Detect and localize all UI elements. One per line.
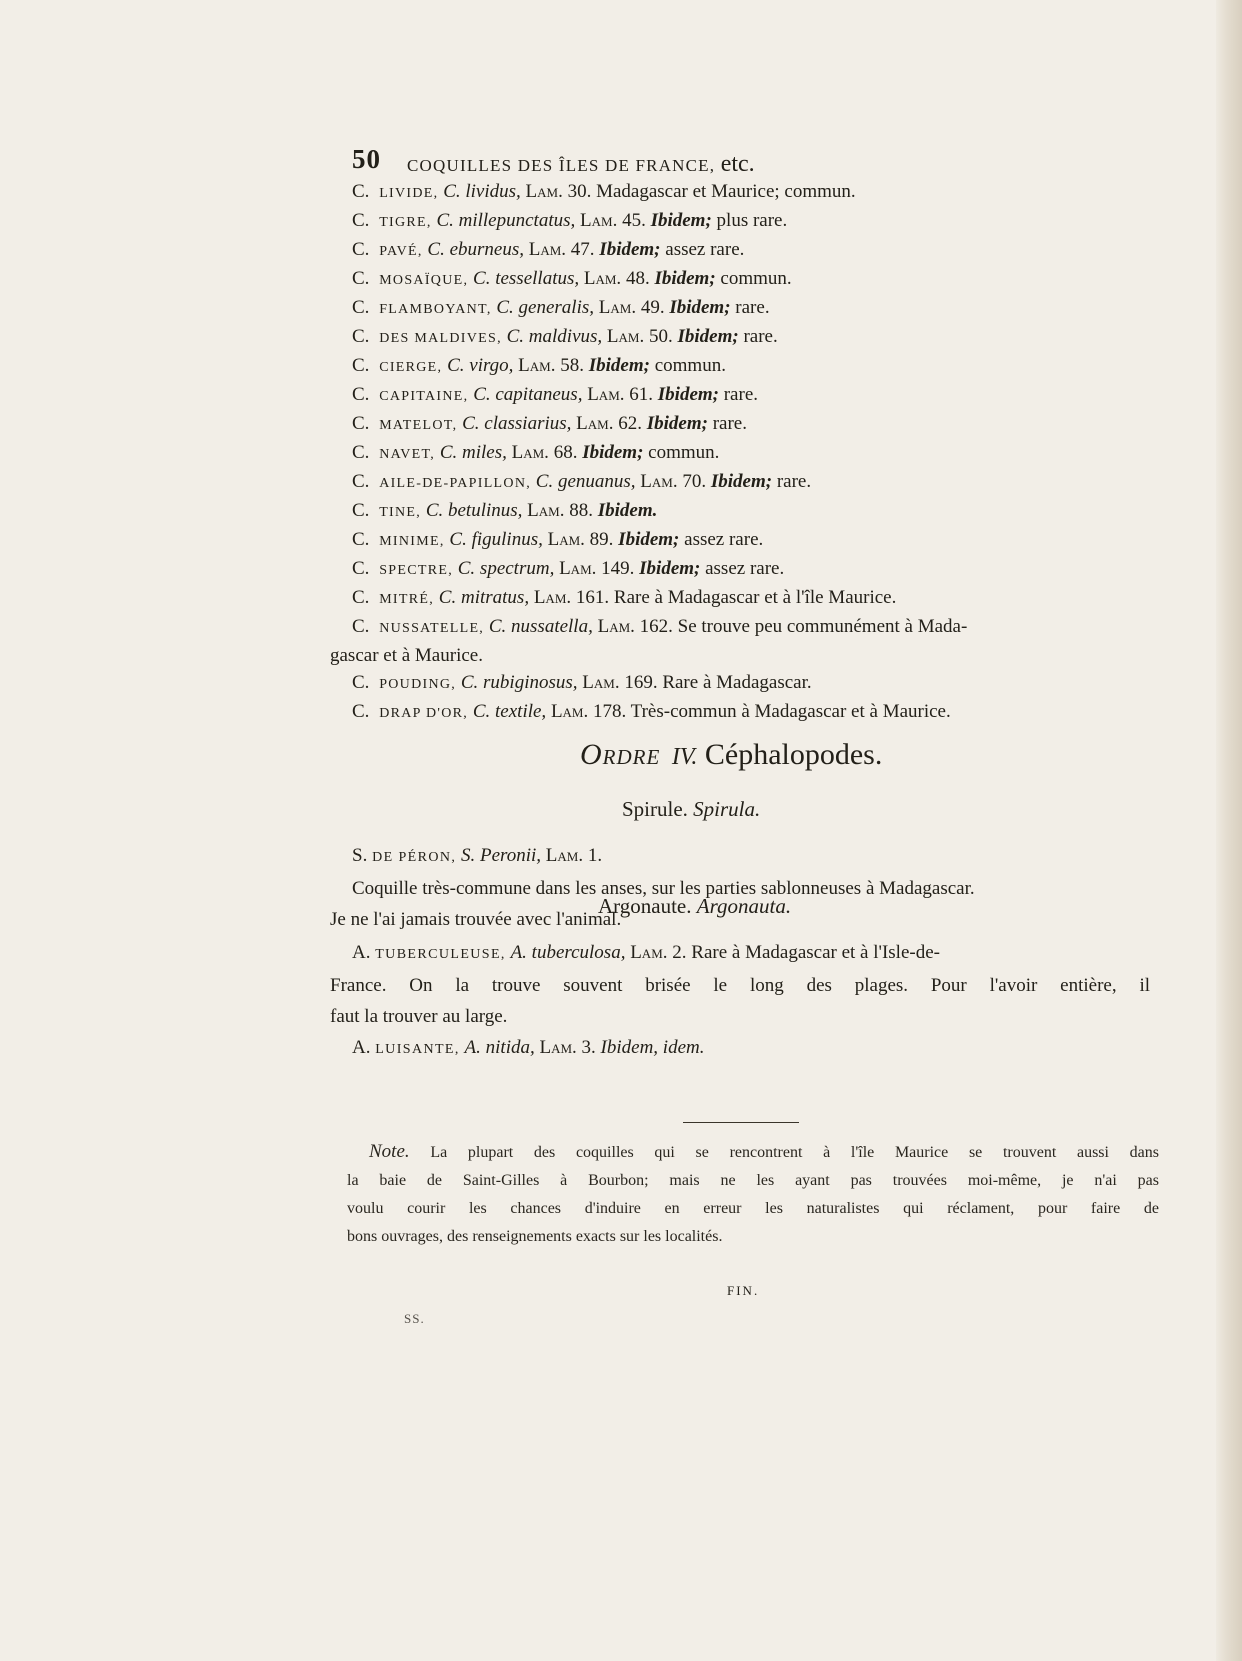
species-french-name: FLAMBOYANT, [379, 302, 492, 317]
species-entry [352, 265, 1152, 294]
species-genus: C. [352, 239, 370, 260]
species-entry [352, 410, 1152, 439]
species-latin-name: A. nitida, [464, 1037, 535, 1058]
species-ibidem: Ibidem, idem. [600, 1037, 705, 1058]
species-author: Lam. [606, 326, 645, 347]
argonauta-heading [598, 894, 791, 919]
argonauta-a-line-3: faut la trouver au large. [330, 1006, 508, 1027]
species-ibidem: Ibidem. [597, 500, 658, 521]
species-latin-name: C. textile, [472, 701, 547, 722]
species-number: 89. [589, 529, 614, 550]
species-author: Lam. [550, 701, 589, 722]
species-latin-name: C. eburneus, [427, 239, 524, 260]
species-genus: C. [352, 471, 370, 492]
species-remark: commun. [720, 268, 792, 289]
species-number: 58. [560, 355, 584, 376]
species-genus: C. [352, 672, 370, 693]
species-genus: C. [352, 326, 370, 347]
running-head-etc: etc. [720, 151, 755, 177]
note-line-2: la baie de Saint-Gilles à Bourbon; mais ne les ayant pas trouvées moi-même, je n'ai pas [347, 1172, 1159, 1189]
species-remark: rare. [712, 413, 747, 434]
species-remark: Madagascar et Maurice; commun. [596, 181, 856, 202]
species-ibidem: Ibidem; [588, 355, 650, 376]
species-number: 30. [567, 181, 592, 202]
species-author: Lam. [527, 500, 565, 521]
page-edge [1216, 0, 1242, 1661]
species-ibidem: Ibidem; [618, 529, 680, 550]
species-genus: C. [352, 587, 370, 608]
printer-signature: SS. [404, 1311, 425, 1326]
species-ibidem: Ibidem; [669, 297, 731, 318]
spirula-heading-fr: Spirule. [622, 797, 688, 821]
species-remark: rare. [743, 326, 778, 347]
species-genus: S. [352, 845, 368, 866]
running-head [407, 151, 755, 178]
species-author: Lam. [518, 355, 556, 376]
spirula-species-line [330, 840, 1170, 873]
species-latin-name: C. nussatella, [488, 616, 593, 637]
note-line-4: bons ouvrages, des renseignements exacts sur les localités. [347, 1228, 723, 1245]
species-author: Lam. [576, 413, 614, 434]
species-french-name: MOSAÏQUE, [379, 273, 469, 288]
species-genus: C. [352, 500, 370, 521]
species-author: Lam. [528, 239, 567, 260]
species-remark: Rare à Madagascar et à l'île Maurice. [613, 587, 897, 608]
species-remark: commun. [648, 442, 720, 463]
species-genus: C. [352, 413, 370, 434]
species-entry [352, 526, 1152, 555]
species-remark: Rare à Madagascar. [662, 672, 812, 693]
species-number: 3. [581, 1037, 596, 1058]
species-number: 161. [575, 587, 610, 608]
species-latin-name: C. millepunctatus, [436, 210, 576, 231]
species-french-name: LIVIDE, [379, 186, 439, 201]
species-author: Lam. [640, 471, 678, 492]
species-entry [352, 294, 1152, 323]
species-remark: plus rare. [716, 210, 788, 231]
species-ibidem: Ibidem; [677, 326, 739, 347]
species-number: 149. [601, 558, 635, 579]
species-latin-name: C. genuanus, [535, 471, 636, 492]
species-ibidem: Ibidem; [710, 471, 773, 492]
species-entry-continuation: gascar et à Maurice. [330, 645, 483, 666]
species-french-name: TINE, [379, 505, 422, 520]
species-french-name: DRAP D'OR, [379, 706, 469, 721]
species-latin-name: C. classiarius, [462, 413, 572, 434]
species-entry [352, 698, 1152, 727]
species-ibidem: Ibidem; [639, 558, 701, 579]
species-french-name: NAVET, [379, 447, 436, 462]
species-number: 62. [618, 413, 642, 434]
species-genus: C. [352, 701, 370, 722]
species-author: Lam. [533, 587, 572, 608]
species-entry [352, 207, 1152, 236]
species-remark: rare. [723, 384, 759, 405]
species-author: Lam. [597, 616, 635, 637]
species-latin-name: C. lividus, [443, 181, 521, 202]
species-ibidem: Ibidem; [599, 239, 661, 260]
species-remark: commun. [654, 355, 726, 376]
species-latin-name: C. rubiginosus, [460, 672, 578, 693]
species-genus: C. [352, 529, 370, 550]
spirula-heading [622, 797, 760, 822]
species-number: 2. [672, 942, 687, 963]
species-number: 178. [593, 701, 627, 722]
species-french-name: SPECTRE, [379, 563, 453, 578]
species-french-name: MITRÉ, [379, 592, 435, 607]
species-french-name: DES MALDIVES, [379, 331, 502, 346]
species-french-name: CIERGE, [379, 360, 443, 375]
order-heading [580, 738, 882, 772]
species-french-name: MATELOT, [379, 418, 458, 433]
species-latin-name: C. generalis, [496, 297, 595, 318]
species-genus: C. [352, 297, 370, 318]
species-french-name: TIGRE, [379, 215, 432, 230]
species-number: 88. [569, 500, 593, 521]
species-latin-name: S. Peronii, [461, 845, 542, 866]
argonauta-heading-fr: Argonaute. [598, 894, 692, 918]
spirula-description-line-1: Coquille très-commune dans les anses, sur les parties sablonneuses à Madagascar. [352, 878, 975, 899]
species-remark: Très-commun à Madagascar et à Maurice. [630, 701, 951, 722]
species-ibidem: Ibidem; [582, 442, 644, 463]
species-french-name: POUDING, [379, 677, 457, 692]
species-latin-name: C. miles, [439, 442, 507, 463]
species-ibidem: Ibidem; [646, 413, 708, 434]
closing-note [347, 1138, 1159, 1251]
species-latin-name: C. spectrum, [457, 558, 555, 579]
species-author: Lam. [559, 558, 597, 579]
page-number: 50 [352, 144, 381, 174]
species-remark: assez rare. [665, 239, 745, 260]
species-author: Lam. [630, 942, 668, 963]
argonauta-heading-lat: Argonauta. [696, 894, 792, 918]
species-remark: Rare à Madagascar et à l'Isle-de- [691, 942, 940, 963]
species-latin-name: A. tuberculosa, [510, 942, 626, 963]
species-author: Lam. [598, 297, 637, 318]
species-number: 47. [570, 239, 595, 260]
species-latin-name: C. maldivus, [506, 326, 603, 347]
species-french-name: AILE-DE-PAPILLON, [379, 476, 532, 491]
species-genus: C. [352, 616, 370, 637]
species-genus: C. [352, 210, 370, 231]
species-entry [352, 323, 1152, 352]
species-remark: rare. [735, 297, 770, 318]
species-author: Lam. [525, 181, 563, 202]
species-latin-name: C. figulinus, [449, 529, 543, 550]
species-entry [352, 613, 1152, 642]
argonauta-block [330, 937, 1170, 1065]
species-french-name: CAPITAINE, [379, 389, 469, 404]
species-genus: C. [352, 384, 370, 405]
order-label: Ordre [580, 738, 661, 771]
running-head-text: COQUILLES DES ÎLES DE FRANCE, [407, 156, 716, 175]
order-name: Céphalopodes. [704, 738, 883, 771]
species-number: 68. [553, 442, 578, 463]
species-entry [352, 584, 1152, 613]
species-number: 61. [629, 384, 654, 405]
note-line-1 [347, 1138, 1159, 1167]
species-entry [352, 468, 1152, 497]
species-french-name: NUSSATELLE, [379, 621, 485, 636]
species-entry [352, 439, 1152, 468]
species-number: 169. [624, 672, 658, 693]
species-number: 48. [625, 268, 650, 289]
species-ibidem: Ibidem; [650, 210, 712, 231]
species-author: Lam. [587, 384, 625, 405]
species-author: Lam. [511, 442, 549, 463]
order-number: IV. [671, 744, 698, 770]
species-author: Lam. [547, 529, 585, 550]
species-number: 45. [622, 210, 646, 231]
species-entry [352, 555, 1152, 584]
species-number: 70. [682, 471, 707, 492]
species-latin-name: C. tessellatus, [473, 268, 580, 289]
species-genus: C. [352, 181, 370, 202]
species-entry [352, 669, 1152, 698]
species-french-name: PAVÉ, [379, 244, 423, 259]
species-number: 50. [648, 326, 673, 347]
species-latin-name: C. mitratus, [438, 587, 530, 608]
section-divider [683, 1122, 799, 1123]
species-genus: C. [352, 558, 370, 579]
spirula-block [330, 840, 1170, 935]
species-number: 162. [639, 616, 673, 637]
species-french-name: TUBERCULEUSE, [375, 947, 506, 962]
species-french-name: LUISANTE, [375, 1042, 460, 1057]
page-header [352, 144, 932, 178]
species-entry [352, 381, 1152, 410]
species-number: 49. [640, 297, 665, 318]
species-number: 1. [587, 845, 603, 866]
spirula-heading-lat: Spirula. [693, 797, 761, 821]
species-author: Lam. [580, 210, 618, 231]
species-ibidem: Ibidem; [654, 268, 716, 289]
spirula-description-line-2: Je ne l'ai jamais trouvée avec l'animal. [330, 909, 622, 930]
species-entry [352, 236, 1152, 265]
species-french-name: DE PÉRON, [372, 850, 457, 865]
species-genus: A. [352, 942, 371, 963]
species-entry [352, 497, 1152, 526]
note-line-3: voulu courir les chances d'induire en erreur les naturalistes qui réclament, pour faire de [347, 1200, 1159, 1217]
species-french-name: MINIME, [379, 534, 445, 549]
species-author: Lam. [539, 1037, 577, 1058]
conus-entries [330, 178, 1152, 727]
species-remark: assez rare. [705, 558, 785, 579]
species-entry [352, 178, 1152, 207]
species-remark: rare. [776, 471, 812, 492]
species-entry [352, 352, 1152, 381]
argonauta-a-line-2: France. On la trouve souvent brisée le long des plages. Pour l'avoir entière, il [330, 975, 1150, 996]
species-latin-name: C. betulinus, [425, 500, 523, 521]
species-author: Lam. [545, 845, 584, 866]
note-text: La plupart des coquilles qui se rencontrent à l'île Maurice se trouvent aussi dans [430, 1144, 1159, 1161]
note-label: Note. [369, 1141, 410, 1162]
species-ibidem: Ibidem; [657, 384, 719, 405]
fin-mark: FIN. [727, 1283, 760, 1298]
species-latin-name: C. capitaneus, [473, 384, 583, 405]
species-remark: Se trouve peu communément à Mada- [677, 616, 968, 637]
species-author: Lam. [582, 672, 620, 693]
species-latin-name: C. virgo, [447, 355, 514, 376]
argonauta-a-line-1 [330, 937, 1170, 970]
species-author: Lam. [583, 268, 622, 289]
species-remark: assez rare. [684, 529, 764, 550]
species-genus: C. [352, 355, 370, 376]
species-genus: C. [352, 442, 370, 463]
species-genus: A. [352, 1037, 371, 1058]
argonauta-b-line [330, 1032, 1170, 1065]
species-genus: C. [352, 268, 370, 289]
